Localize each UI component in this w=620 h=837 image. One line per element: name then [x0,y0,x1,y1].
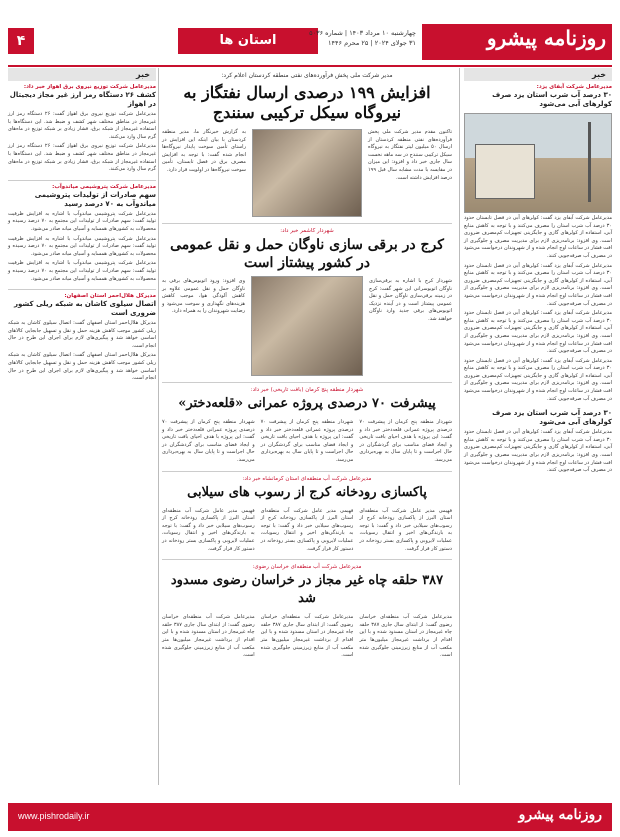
story-body-2: فهیمی مدیر عامل شرکت آب منطقه‌ای استان البرز از پاکسازی رودخانه کرج از رسوب‌های سیلابی خبر داد و گفت: با توجه به بارندگی‌های اخیر و انتقال رسوبات، عملیات لایروبی و پاکسازی بستر رودخانه در دستور کار قرار گرفت. [260,507,354,552]
date-line-1: چهارشنبه ۱۰ مرداد ۱۴۰۳ | شماره ۵۰۳۶ [309,29,416,37]
story-body-2: وی افزود: ورود اتوبوس‌های برقی به ناوگان حمل و نقل عمومی علاوه بر کاهش آلودگی هوا، موجب کاهش هزینه‌های نگهداری و سوخت می‌شود و رضایت شهروندان را به همراه دارد. [162,278,245,315]
footer-brand: روزنامه پیشرو [518,807,602,823]
news-item-title: سهم صادرات از تولیدات پتروشیمی میاندوآب به ۷۰ درصد رسید [34,190,156,208]
story-kicker: مدیرعامل شرکت آب منطقه‌ای خراسان رضوی: [252,564,362,571]
article-body-continued-3: مدیرعامل شرکت آبفای یزد گفت: کولرهای آبی در فصل تابستان حدود ۳۰ درصد آب شرب استان را مصرف می‌کنند و با توجه به کاهش منابع آبی، استفاده از کولرهای گازی و جایگزینی تجهیزات کم‌مصرف ضروری است. وی افزود: برنامه‌ریزی لازم برای مدیریت مصرف و جلوگیری از افت فشار در ساعات اوج انجام شده و از شهروندان درخواست می‌شود در مصرف آب صرفه‌جویی کنند. [464,357,612,402]
news-item-body-continued: مدیرکل هلال‌احمر استان اصفهان گفت: اتصال سیلوی کاشان به شبکه ریلی کشور موجب کاهش هزینه حمل و نقل و تسهیل جابجایی کالاهای اساسی خواهد شد و پیگیری‌های لازم برای اجرای این طرح در حال انجام است. [8,352,156,382]
story-body-3: شهردار منطقه پنج کرمان از پیشرفت ۷۰ درصدی پروژه عمرانی قلعه‌دختر خبر داد و گفت: این پروژه با هدف احیای بافت تاریخی و ایجاد فضای مناسب برای گردشگران در حال اجراست و تا پایان سال به بهره‌برداری می‌رسد. [161,419,255,463]
main-column [162,68,452,785]
story-headline: کرج در برقی سازی ناوگان حمل و نقل عمومی در کشور پیشتاز است [170,237,444,271]
story-divider [162,223,452,224]
story-headline: پاکسازی رودخانه کرج از رسوب های سیلابی [187,484,427,500]
page-footer [8,803,612,831]
right-box-title: خبر [464,68,612,81]
story-divider [162,559,452,560]
news-item-kicker: مدیرعامل شرکت پتروشیمی میاندوآب: [52,183,156,190]
news-item-body: مدیرعامل شرکت پتروشیمی میاندوآب با اشاره به افزایش ظرفیت تولید گفت: سهم صادرات از تولیدات این مجتمع به ۷۰ درصد رسیده و محصولات به کشورهای همسایه و آسیای میانه صادر می‌شود. [8,210,156,232]
article-body-continued: مدیرعامل شرکت آبفای یزد گفت: کولرهای آبی در فصل تابستان حدود ۳۰ درصد آب شرب استان را مصرف می‌کنند و با توجه به کاهش منابع آبی، استفاده از کولرهای گازی و جایگزینی تجهیزات کم‌مصرف ضروری است. وی افزود: برنامه‌ریزی لازم برای مدیریت مصرف و جلوگیری از افت فشار در ساعات اوج انجام شده و از شهروندان درخواست می‌شود در مصرف آب صرفه‌جویی کنند. [464,262,612,307]
story-photo [251,276,363,376]
pole-shape [588,122,591,202]
footer-website[interactable]: www.pishrodaily.ir [18,811,90,821]
story-body-1: فهیمی مدیر عامل شرکت آب منطقه‌ای استان البرز از پاکسازی رودخانه کرج از رسوب‌های سیلابی خبر داد و گفت: با توجه به بارندگی‌های اخیر و انتقال رسوبات، عملیات لایروبی و پاکسازی بستر رودخانه در دستور کار قرار گرفت. [359,507,452,552]
page-header [8,22,612,62]
story-body-3: مدیرعامل شرکت آب منطقه‌ای خراسان رضوی گفت: از ابتدای سال جاری ۳۸۷ حلقه چاه غیرمجاز در استان مسدود شده و با این اقدام از برداشت غیرمجاز میلیون‌ها متر مکعب آب از منابع زیرزمینی جلوگیری شده است. [161,614,255,659]
page-number: ۴ [8,28,34,54]
item-divider [8,180,156,181]
masthead [422,24,612,60]
news-item-body: مدیرکل هلال‌احمر استان اصفهان گفت: اتصال سیلوی کاشان به شبکه ریلی کشور موجب کاهش هزینه حمل و نقل و تسهیل جابجایی کالاهای اساسی خواهد شد و پیگیری‌های لازم برای اجرای این طرح در حال انجام است. [8,320,156,349]
lead-body-1: تاکنون مقدم مدیر شرکت ملی پخش فرآورده‌های نفتی منطقه کردستان از ارسال ۵۰ میلیون لیتر نفتگاز به نیروگاه سیکل ترکیبی سنندج در سه ماهه نخست سال جاری خبر داد و افزود: این میزان در مقایسه با مدت مشابه سال قبل ۱۹۹ درصد افزایش داشته است. [368,129,452,181]
column-divider [459,68,460,785]
news-item-body-continued-2: مدیرعامل شرکت پتروشیمی میاندوآب با اشاره به افزایش ظرفیت تولید گفت: سهم صادرات از تولیدات این مجتمع به ۷۰ درصد رسیده و محصولات به کشورهای همسایه و آسیای میانه صادر می‌شود. [8,260,156,282]
right-column [464,68,612,785]
story-divider [162,382,452,383]
news-item-title: کشف ۲۶ دستگاه رمز ارز غیر مجاز دیجیتال در اهواز [9,91,156,108]
story-headline: پیشرفت ۷۰ درصدی پروژه عمرانی «قلعه‌دختر» [178,396,436,411]
left-column [8,68,156,785]
story-divider [162,471,452,472]
news-item-body-continued: مدیرعامل شرکت پتروشیمی میاندوآب با اشاره به افزایش ظرفیت تولید گفت: سهم صادرات از تولیدات این مجتمع به ۷۰ درصد رسیده و محصولات به کشورهای همسایه و آسیای میانه صادر می‌شود. [8,235,156,257]
news-item-kicker: مدیرعامل شرکت توزیع نیروی برق اهواز خبر داد: [23,84,156,90]
news-item-body-continued: مدیرعامل شرکت توزیع نیروی برق اهواز گفت: ۲۶ دستگاه رمز ارز غیرمجاز در مناطق مختلف شهر کشف و ضبط شد. این دستگاه‌ها با استفاده غیرمجاز از شبکه برق، فشار زیادی بر شبکه توزیع در ماه‌های گرم سال وارد می‌کنند. [8,143,156,173]
item-divider [8,289,156,290]
building-shape [475,144,535,199]
story-kicker: شهردار کاشمر خبر داد: [280,228,334,234]
story-body-1: مدیرعامل شرکت آب منطقه‌ای خراسان رضوی گفت: از ابتدای سال جاری ۳۸۷ حلقه چاه غیرمجاز در استان مسدود شده و با این اقدام از برداشت غیرمجاز میلیون‌ها متر مکعب آب از منابع زیرزمینی جلوگیری شده است. [359,614,453,659]
story-headline: ۳۸۷ حلقه چاه غیر مجاز در خراسان رضوی مسدود شد [170,573,444,607]
news-item-kicker: مدیرکل هلال‌احمر استان اصفهان: [64,293,156,300]
article-photo [464,113,612,213]
story-kicker: مدیرعامل شرکت آب منطقه‌ای استان کرمانشاه خبر داد: [242,475,372,482]
story-body-2: شهردار منطقه پنج کرمان از پیشرفت ۷۰ درصدی پروژه عمرانی قلعه‌دختر خبر داد و گفت: این پروژه با هدف احیای بافت تاریخی و ایجاد فضای مناسب برای گردشگران در حال اجراست و تا پایان سال به بهره‌برداری می‌رسد. [260,419,354,463]
lead-photo [252,129,362,217]
news-item-title: اتصال سیلوی کاشان به شبکه ریلی کشور ضروری است [14,300,156,318]
story-body-3: فهیمی مدیر عامل شرکت آب منطقه‌ای استان البرز از پاکسازی رودخانه کرج از رسوب‌های سیلابی خبر داد و گفت: با توجه به بارندگی‌های اخیر و انتقال رسوبات، عملیات لایروبی و پاکسازی بستر رودخانه در دستور کار قرار گرفت. [161,507,255,552]
article-title: ۳۰ درصد آب شرب استان یزد صرف کولرهای آبی می‌شود [492,91,612,108]
article-bottom-body: مدیرعامل شرکت آبفای یزد گفت: کولرهای آبی در فصل تابستان حدود ۳۰ درصد آب شرب استان را مصرف می‌کنند و با توجه به کاهش منابع آبی، استفاده از کولرهای گازی و جایگزینی تجهیزات کم‌مصرف ضروری است. وی افزود: برنامه‌ریزی لازم برای مدیریت مصرف و جلوگیری از افت فشار در ساعات اوج انجام شده و از شهروندان درخواست می‌شود در مصرف آب صرفه‌جویی کنند. [464,429,612,474]
article-bottom-title: ۳۰ درصد آب شرب استان یزد صرف کولرهای آبی می‌شود [492,409,612,427]
column-divider [158,68,159,785]
left-box-title: خبر [8,68,156,81]
news-item-body: مدیرعامل شرکت توزیع نیروی برق اهواز گفت: ۲۶ دستگاه رمز ارز غیرمجاز در مناطق مختلف شهر کشف و ضبط شد. این دستگاه‌ها با استفاده غیرمجاز از شبکه برق، فشار زیادی بر شبکه توزیع در ماه‌های گرم سال وارد می‌کنند. [8,111,156,140]
story-body-1: شهردار منطقه پنج کرمان از پیشرفت ۷۰ درصدی پروژه عمرانی قلعه‌دختر خبر داد و گفت: این پروژه با هدف احیای بافت تاریخی و ایجاد فضای مناسب برای گردشگران در حال اجراست و تا پایان سال به بهره‌برداری می‌رسد. [359,419,452,463]
story-kicker: شهردار منطقه پنج کرمان (بافت تاریخی) خبر داد: [250,387,364,393]
dateline [309,28,416,48]
lead-body-2: به گزارش خبرنگار ما، مدیر منطقه کردستان با بیان اینکه این افزایش در راستای تأمین سوخت پایدار نیروگاه‌ها انجام شده گفت: با توجه به افزایش مصرف برق در فصل تابستان، تأمین سوخت نیروگاه‌ها در اولویت قرار دارد. [162,129,246,173]
story-body-1: شهردار کرج با اشاره به برقی‌سازی ناوگان اتوبوسرانی این شهر گفت: کرج در زمینه برقی‌سازی ناوگان حمل و نقل عمومی پیشتاز است و در آینده نزدیک اتوبوس‌های برقی جدید وارد ناوگان خواهند شد. [369,278,452,322]
date-line-2: ۳۱ جولای ۲۰۲۴ | ۲۵ محرم ۱۴۴۶ [328,39,416,47]
article-body: مدیرعامل شرکت آبفای یزد گفت: کولرهای آبی در فصل تابستان حدود ۳۰ درصد آب شرب استان را مصرف می‌کنند و با توجه به کاهش منابع آبی، استفاده از کولرهای گازی و جایگزینی تجهیزات کم‌مصرف ضروری است. وی افزود: برنامه‌ریزی لازم برای مدیریت مصرف و جلوگیری از افت فشار در ساعات اوج انجام شده و از شهروندان درخواست می‌شود در مصرف آب صرفه‌جویی کنند. [464,215,612,259]
header-rule [8,65,612,67]
lead-headline: افزایش ۱۹۹ درصدی ارسال نفتگاز به نیروگاه سیکل ترکیبی سنندج [183,83,431,122]
section-title: استان ها [178,28,318,54]
story-body-2: مدیرعامل شرکت آب منطقه‌ای خراسان رضوی گفت: از ابتدای سال جاری ۳۸۷ حلقه چاه غیرمجاز در استان مسدود شده و با این اقدام از برداشت غیرمجاز میلیون‌ها متر مکعب آب از منابع زیرزمینی جلوگیری شده است. [260,614,354,659]
article-body-continued-2: مدیرعامل شرکت آبفای یزد گفت: کولرهای آبی در فصل تابستان حدود ۳۰ درصد آب شرب استان را مصرف می‌کنند و با توجه به کاهش منابع آبی، استفاده از کولرهای گازی و جایگزینی تجهیزات کم‌مصرف ضروری است. وی افزود: برنامه‌ریزی لازم برای مدیریت مصرف و جلوگیری از افت فشار در ساعات اوج انجام شده و از شهروندان درخواست می‌شود در مصرف آب صرفه‌جویی کنند. [464,310,612,355]
lead-kicker: مدیر شرکت ملی پخش فرآورده‌های نفتی منطقه کردستان اعلام کرد: [221,72,393,79]
newspaper-logo: روزنامه پیشرو [486,26,606,50]
article-kicker: مدیرعامل شرکت آبفای یزد: [536,84,612,90]
